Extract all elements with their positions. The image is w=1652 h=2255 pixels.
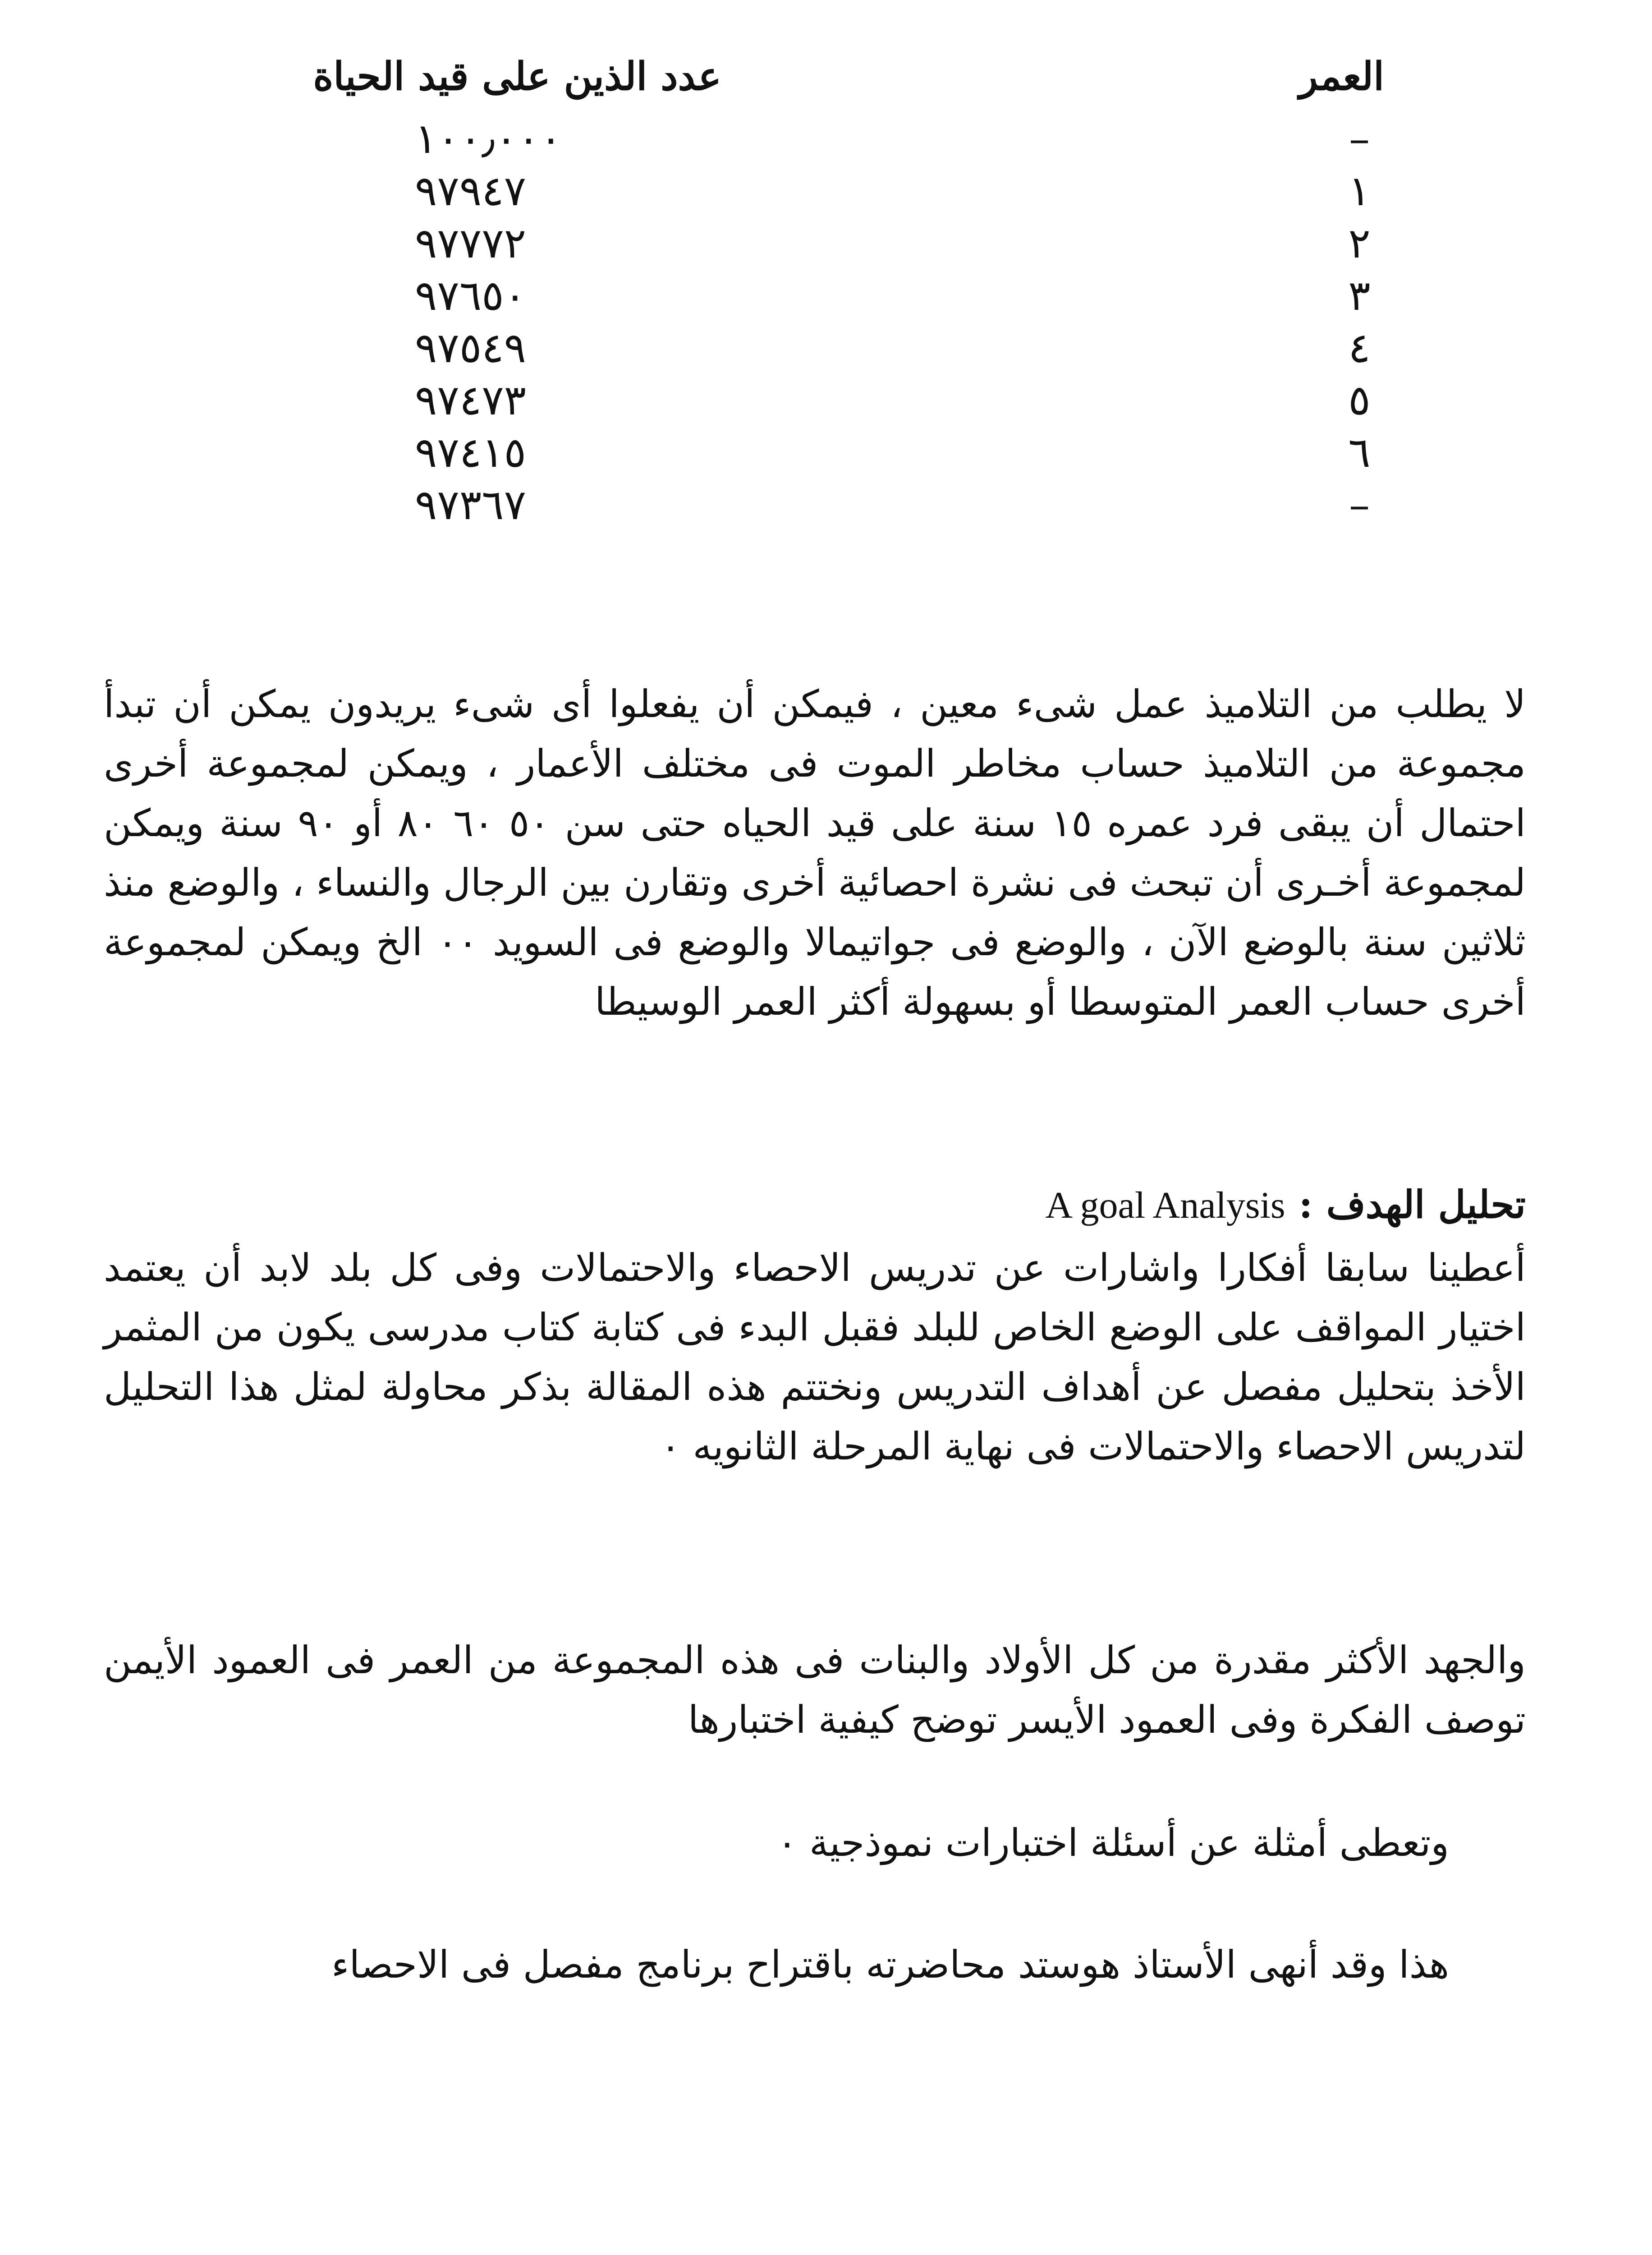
alive-cell: ٩٧٧٧٢ <box>415 219 527 267</box>
table-row <box>108 322 1384 374</box>
alive-cell: ١٠٠٫٠٠٠ <box>415 115 562 163</box>
alive-cell: ٩٧٤١٥ <box>415 428 527 477</box>
paragraph-activities: لا يطلب من التلاميذ عمل شىء معين ، فيمكن أن يفعلوا أى شىء يريدون يمكن أن تبدأ مجموعة من التلاميذ حساب مخاطر الموت فى مختلف الأعمار ، ويمكن لمجموعة أخرى احتمال أن يبقى فرد عمره ١٥ سنة على قيد الحياه حتى سن ٥٠ ٦٠ ٨٠ أو ٩٠ سنة ويمكن لمجموعة أخـرى أن تبحث فى نشرة احصائية أخرى وتقارن بين الرجال والنساء ، والوضع منذ ثلاثين سنة بالوضع الآن ، والوضع فى جواتيمالا والوضع فى السويد ٠٠ الخ ويمكن لمجموعة أخرى حساب العمر المتوسطا أو بسهولة أكثر العمر الوسيطا <box>104 682 1526 1024</box>
section-heading <box>1046 1175 1526 1235</box>
table-row <box>108 270 1384 322</box>
age-cell: – <box>1349 481 1370 529</box>
age-cell: ٦ <box>1348 428 1371 477</box>
age-cell: – <box>1349 115 1370 163</box>
age-cell: ٢ <box>1348 219 1371 267</box>
alive-cell: ٩٧٦٥٠ <box>415 272 527 320</box>
column-header-age: العمر <box>1299 54 1384 99</box>
table-row <box>108 479 1384 531</box>
age-cell: ١ <box>1348 167 1371 215</box>
table-row <box>108 113 1384 165</box>
paragraph-conclusion: هذا وقد أنهى الأستاذ هوستد محاضرته باقتراح برنامج مفصل فى الاحصاء <box>331 1942 1449 1987</box>
paragraph-goal-analysis: أعطينا سابقا أفكارا واشارات عن تدريس الاحصاء والاحتمالات وفى كل بلد لابد أن يعتمد اختيار المواقف على الوضع الخاص للبلد فقبل البدء فى كتابة كتاب مدرسى يكون من المثمر الأخذ بتحليل مفصل عن أهداف التدريس ونختتم هذه المقالة بذكر محاولة لمثل هذا التحليل لتدريس الاحصاء والاحتمالات فى نهاية المرحلة الثانويه ٠ <box>104 1246 1526 1468</box>
table-row <box>108 165 1384 217</box>
table-row <box>108 374 1384 427</box>
column-header-alive: عدد الذين على قيد الحياة <box>313 54 721 99</box>
paragraph-examples: وتعطى أمثلة عن أسئلة اختبارات نموذجية ٠ <box>777 1821 1449 1865</box>
heading-english: A goal Analysis <box>1045 1184 1285 1226</box>
life-table <box>108 45 1384 613</box>
age-cell: ٥ <box>1348 376 1371 424</box>
table-row <box>108 217 1384 270</box>
alive-cell: ٩٧٣٦٧ <box>415 481 527 529</box>
age-cell: ٤ <box>1348 324 1371 372</box>
paragraph-columns: والجهد الأكثر مقدرة من كل الأولاد والبنات فى هذه المجموعة من العمر فى العمود الأيمن توصف الفكرة وفى العمود الأيسر توضح كيفية اختبارها <box>104 1638 1526 1742</box>
alive-cell: ٩٧٥٤٩ <box>415 324 527 372</box>
table-row <box>108 427 1384 479</box>
alive-cell: ٩٧٤٧٣ <box>415 376 527 424</box>
heading-separator: : <box>1299 1182 1313 1227</box>
age-cell: ٣ <box>1348 272 1371 320</box>
heading-arabic: تحليل الهدف <box>1326 1182 1526 1227</box>
alive-cell: ٩٧٩٤٧ <box>415 167 527 215</box>
